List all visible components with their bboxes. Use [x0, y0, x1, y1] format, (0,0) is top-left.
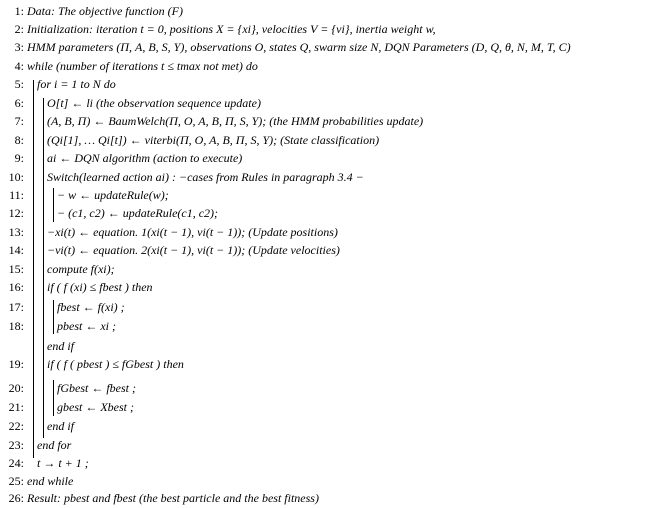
- line-number: 6:: [14, 96, 24, 110]
- line-number: 12:: [8, 206, 24, 220]
- line-code: if ( f ( pbest ) ≤ fGbest ) then: [47, 357, 184, 371]
- line-number: 14:: [8, 243, 24, 257]
- algorithm-line: [0, 148, 652, 168]
- algorithm-line: [0, 56, 652, 76]
- line-number: 5:: [14, 77, 24, 91]
- line-code: Switch(learned action ai) : −cases from Rules in paragraph 3.4 −: [47, 170, 364, 184]
- algorithm-line: [0, 222, 652, 242]
- line-number: 1:: [14, 4, 24, 18]
- line-number: 4:: [14, 59, 24, 73]
- line-number: 15:: [8, 262, 24, 276]
- line-code: (Qi[1], … Qi[t]) ← viterbi(Π, O, A, B, Π, S, Y); (State classification): [47, 133, 380, 147]
- line-number: 8:: [14, 133, 24, 147]
- line-number: 20:: [8, 381, 24, 395]
- line-code: end if: [47, 339, 74, 353]
- line-code: ai ← DQN algorithm (action to execute): [47, 151, 243, 165]
- line-code: Initialization: iteration t = 0, positions X = {xi}, velocities V = {vi}, inertia weight w,: [27, 22, 436, 36]
- line-code: (A, B, Π) ← BaumWelch(Π, O, A, B, Π, S, Y); (the HMM probabilities update): [47, 114, 424, 128]
- algorithm-line: [0, 240, 652, 260]
- algorithm-line: [0, 130, 652, 150]
- algorithm-line: [0, 416, 652, 436]
- algorithm-line: [0, 297, 652, 317]
- line-number: 13:: [8, 225, 24, 239]
- line-code: end while: [27, 474, 74, 488]
- line-number: 18:: [8, 319, 24, 333]
- line-number: 10:: [8, 170, 24, 184]
- algorithm-line: [0, 185, 652, 205]
- block-scope-bar: [53, 188, 54, 222]
- algorithm-line: [0, 111, 652, 131]
- algorithm-line: [0, 277, 652, 297]
- line-number: 7:: [14, 114, 24, 128]
- line-code: O[t] ← li (the observation sequence update): [47, 96, 261, 110]
- algorithm-line: [0, 1, 652, 21]
- line-number: 23:: [8, 438, 24, 452]
- line-code: t → t + 1 ;: [37, 456, 89, 470]
- line-code: end for: [37, 438, 72, 452]
- block-scope-bar: [43, 98, 44, 438]
- line-number: 22:: [8, 419, 24, 433]
- block-scope-bar: [53, 300, 54, 334]
- algorithm-line: [0, 488, 652, 508]
- line-code: while (number of iterations t ≤ tmax not met) do: [27, 59, 258, 73]
- line-number: 16:: [8, 280, 24, 294]
- algorithm-line: [0, 19, 652, 39]
- line-number: 2:: [14, 22, 24, 36]
- algorithm-line: [0, 453, 652, 473]
- line-code: − w ← updateRule(w);: [57, 188, 169, 202]
- line-code: HMM parameters (Π, A, B, S, Y), observations O, states Q, swarm size N, DQN Parameters (D, Q, θ, N, M, T, C): [27, 40, 571, 54]
- line-number: 26:: [8, 491, 24, 505]
- line-code: for i = 1 to N do: [37, 77, 116, 91]
- line-code: compute f(xi);: [47, 262, 115, 276]
- line-code: Data: The objective function (F): [27, 4, 183, 18]
- block-scope-bar: [33, 80, 34, 458]
- algorithm-line: [0, 37, 652, 57]
- algorithm-line: [0, 378, 652, 398]
- line-code: fbest ← f(xi) ;: [57, 300, 125, 314]
- algorithm-line: [0, 93, 652, 113]
- line-code: −vi(t) ← equation. 2(xi(t − 1), vi(t − 1)); (Update velocities): [47, 243, 340, 257]
- line-code: fGbest ← fbest ;: [57, 381, 136, 395]
- line-code: gbest ← Xbest ;: [57, 400, 134, 414]
- line-number: 19:: [8, 357, 24, 371]
- line-code: pbest ← xi ;: [57, 319, 116, 333]
- algorithm-line: [0, 316, 652, 336]
- algorithm-line: [0, 397, 652, 417]
- algorithm-line: [0, 354, 652, 374]
- line-number: 24:: [8, 456, 24, 470]
- line-number: 9:: [14, 151, 24, 165]
- line-code: if ( f (xi) ≤ fbest ) then: [47, 280, 153, 294]
- algorithm-line: [0, 259, 652, 279]
- line-code: end if: [47, 419, 74, 433]
- algorithm-line: [0, 435, 652, 455]
- line-number: 17:: [8, 300, 24, 314]
- line-number: 21:: [8, 400, 24, 414]
- algorithm-line: [0, 336, 652, 356]
- algorithm-line: [0, 167, 652, 187]
- line-number: 11:: [9, 188, 24, 202]
- algorithm-line: [0, 203, 652, 223]
- line-code: −xi(t) ← equation. 1(xi(t − 1), vi(t − 1)); (Update positions): [47, 225, 338, 239]
- line-code: − (c1, c2) ← updateRule(c1, c2);: [57, 206, 219, 220]
- block-scope-bar: [53, 380, 54, 416]
- line-number: 3:: [14, 40, 24, 54]
- line-number: 25:: [8, 474, 24, 488]
- algorithm-line: [0, 74, 652, 94]
- line-code: Result: pbest and fbest (the best particle and the best fitness): [27, 491, 319, 505]
